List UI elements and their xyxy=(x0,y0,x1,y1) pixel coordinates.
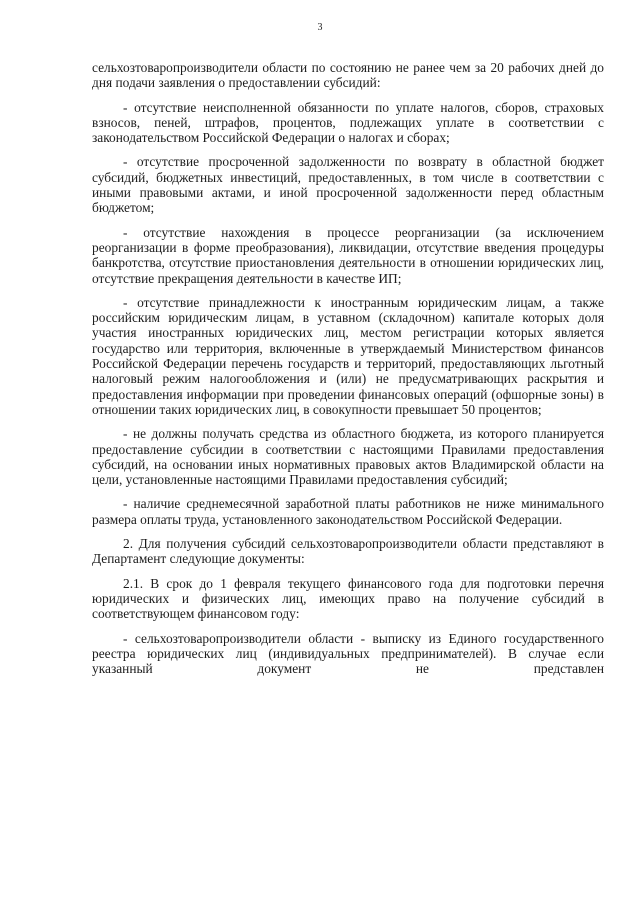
paragraph-registry-extract: - сельхозтоваропроизводители области - выписку из Единого государственного реестра юридических лиц (индивидуальных предпринимателей). В случае если указанный документ не представлен xyxy=(92,630,604,677)
paragraph-section-2-1: 2.1. В срок до 1 февраля текущего финансового года для подготовки перечня юридических и физических лиц, имеющих право на получение субсидий в соответствующем финансовом году: xyxy=(92,575,604,622)
paragraph-no-foreign-ownership: - отсутствие принадлежности к иностранным юридическим лицам, а также российским юридическим лицам, в уставном (складочном) капитале которых доля участия иностранных юридических лиц, местом регистрации которых является государство или территория, включенные в утверждаемый Министерством финансов Российской Федерации перечень государств и территорий, предоставляющих льготный налоговый режим налогообложения и (или) не предусматривающих раскрытия и предоставления информации при проведении финансовых операций (офшорные зоны) в отношении таких юридических лиц, в совокупности превышает 50 процентов; xyxy=(92,294,604,417)
paragraph-no-other-subsidies: - не должны получать средства из областного бюджета, из которого планируется предоставление субсидии в соответствии с настоящими Правилами предоставления субсидий, на основании иных нормативных правовых актов Владимирской области на цели, установленные настоящими Правилами предоставления субсидий; xyxy=(92,426,604,488)
paragraph-intro: сельхозтоваропроизводители области по состоянию не ранее чем за 20 рабочих дней до дня подачи заявления о предоставлении субсидий: xyxy=(92,60,604,91)
paragraph-section-2: 2. Для получения субсидий сельхозтоваропроизводители области представляют в Департамент следующие документы: xyxy=(92,536,604,567)
paragraph-no-tax-debt: - отсутствие неисполненной обязанности по уплате налогов, сборов, страховых взносов, пеней, штрафов, процентов, подлежащих уплате в соответствии с законодательством Российской Федерации о налогах и сборах; xyxy=(92,99,604,146)
paragraph-minimum-wage: - наличие среднемесячной заработной платы работников не ниже минимального размера оплаты труда, установленного законодательством Российской Федерации. xyxy=(92,496,604,527)
document-body xyxy=(92,60,604,676)
page-number: 3 xyxy=(317,22,323,33)
paragraph-no-budget-debt: - отсутствие просроченной задолженности по возврату в областной бюджет субсидий, бюджетных инвестиций, предоставленных, в том числе в соответствии с иными правовыми актами, и иной просроченной задолженности перед областным бюджетом; xyxy=(92,154,604,216)
paragraph-no-reorganization: - отсутствие нахождения в процессе реорганизации (за исключением реорганизации в форме преобразования), ликвидации, отсутствие введения процедуры банкротства, отсутствие приостановления деятельности в отношении юридических лиц, отсутствие прекращения деятельности в качестве ИП; xyxy=(92,224,604,286)
